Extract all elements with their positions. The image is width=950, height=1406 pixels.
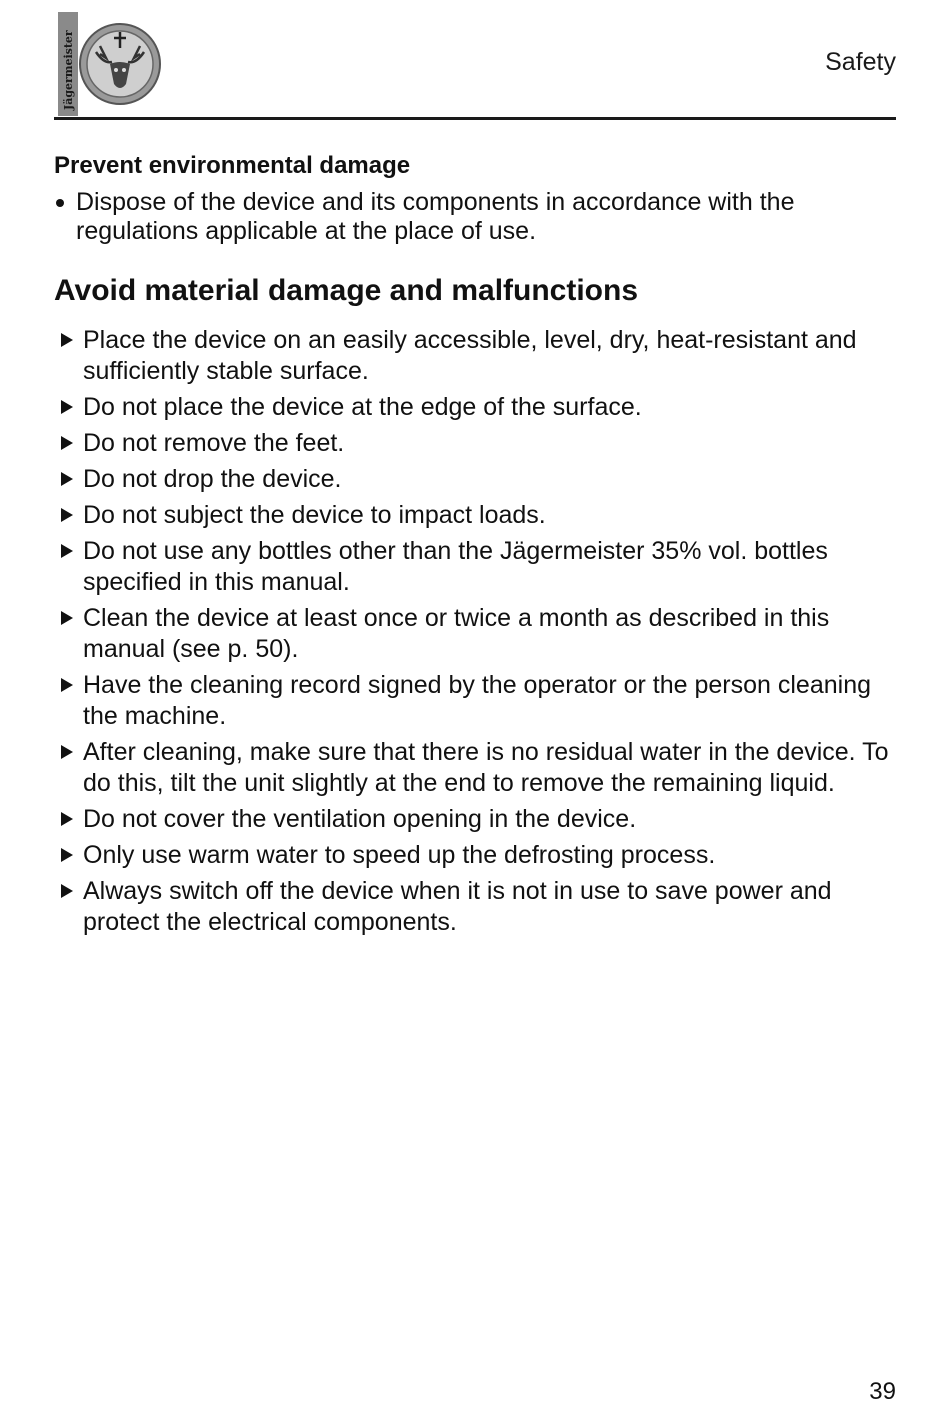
- list-item: [54, 536, 900, 598]
- jagermeister-logo-icon: [56, 10, 164, 118]
- list-item: [54, 428, 900, 459]
- section-label: Safety: [825, 48, 896, 76]
- arrow-right-icon: [61, 678, 73, 692]
- list-item: [54, 737, 900, 799]
- list-item-text: Do not subject the device to impact loads.: [83, 501, 546, 529]
- list-item-text: Do not remove the feet.: [83, 429, 345, 457]
- arrow-right-icon: [61, 812, 73, 826]
- list-item: [54, 500, 900, 531]
- list-item: [54, 876, 900, 938]
- list-item-text: Do not drop the device.: [83, 465, 342, 493]
- list-item-text: Do not place the device at the edge of the surface.: [83, 393, 642, 421]
- arrow-right-icon: [61, 745, 73, 759]
- environment-heading: Prevent environmental damage: [54, 152, 411, 179]
- list-item: [54, 840, 900, 871]
- list-item-text: Have the cleaning record signed by the operator or the person cleaning the machine.: [83, 671, 872, 730]
- list-item-text: Do not use any bottles other than the Jägermeister 35% vol. bottles specified in this manual.: [83, 537, 828, 596]
- header-divider: [54, 117, 896, 120]
- arrow-right-icon: [61, 848, 73, 862]
- material-damage-list: [54, 325, 900, 943]
- page-header: [54, 8, 896, 120]
- arrow-right-icon: [61, 884, 73, 898]
- list-item: [54, 804, 900, 835]
- list-item-text: Dispose of the device and its components in accordance with the regulations applicable at the place of use.: [76, 188, 795, 245]
- list-item-text: Only use warm water to speed up the defrosting process.: [83, 841, 716, 869]
- svg-text:Jägermeister: Jägermeister: [62, 30, 75, 110]
- arrow-right-icon: [61, 333, 73, 347]
- list-item: [54, 188, 896, 246]
- arrow-right-icon: [61, 544, 73, 558]
- list-item-text: Always switch off the device when it is not in use to save power and protect the electrical components.: [83, 877, 832, 936]
- arrow-right-icon: [61, 508, 73, 522]
- arrow-right-icon: [61, 472, 73, 486]
- arrow-right-icon: [61, 400, 73, 414]
- list-item: [54, 670, 900, 732]
- material-damage-heading: Avoid material damage and malfunctions: [54, 274, 639, 307]
- page-number: 39: [869, 1378, 896, 1405]
- list-item: [54, 603, 900, 665]
- bullet-icon: [56, 199, 64, 207]
- list-item-text: Do not cover the ventilation opening in the device.: [83, 805, 637, 833]
- list-item-text: After cleaning, make sure that there is no residual water in the device. To do this, tilt the unit slightly at the end to remove the remaining liquid.: [83, 738, 889, 797]
- list-item: [54, 392, 900, 423]
- list-item-text: Clean the device at least once or twice a month as described in this manual (see p. 50).: [83, 604, 830, 663]
- arrow-right-icon: [61, 611, 73, 625]
- list-item-text: Place the device on an easily accessible, level, dry, heat-resistant and sufficiently stable surface.: [83, 326, 857, 385]
- list-item: [54, 325, 900, 387]
- arrow-right-icon: [61, 436, 73, 450]
- list-item: [54, 464, 900, 495]
- environment-list: [54, 188, 896, 246]
